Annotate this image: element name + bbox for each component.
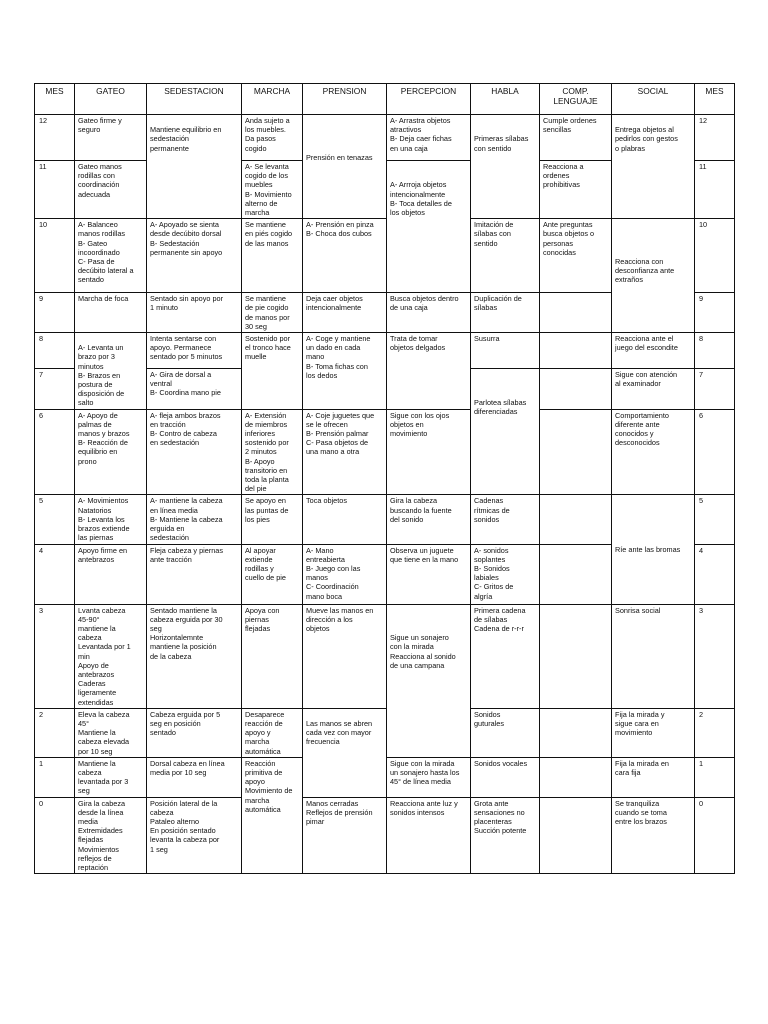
month-cell: 7: [695, 369, 735, 410]
percepcion-cell: Observa un juguete que tiene en la mano: [387, 544, 471, 604]
percepcion-cell: Sigue con los ojos objetos en movimiento: [387, 409, 471, 495]
marcha-cell: Anda sujeto a los muebles. Da pasos cogido: [242, 115, 303, 161]
month-cell: 1: [35, 757, 75, 797]
gateo-cell: Gira la cabeza desde la línea media Extremidades flejadas Movimientos reflejos de reptación: [75, 797, 147, 874]
habla-cell: Primera cadena de sílabas Cadena de r-r-r: [471, 604, 540, 708]
sedestacion-cell: Fleja cabeza y piernas ante tracción: [147, 544, 242, 604]
prension-cell: A- Mano entreabierta B- Juego con las manos C- Coordinación mano boca: [303, 544, 387, 604]
month-cell: 3: [35, 604, 75, 708]
marcha-cell: Sostenido por el tronco hace muelle: [242, 333, 303, 410]
table-row: [35, 708, 735, 757]
gateo-cell: A- Levanta un brazo por 3 minutos B- Brazos en postura de disposición de salto: [75, 333, 147, 410]
habla-cell: Parlotea sílabas diferenciadas: [471, 369, 540, 495]
social-cell: Fija la mirada en cara fija: [612, 757, 695, 797]
month-cell: 7: [35, 369, 75, 410]
header-marcha: MARCHA: [242, 84, 303, 115]
social-cell: Sonrisa social: [612, 604, 695, 708]
habla-cell: Sonidos guturales: [471, 708, 540, 757]
gateo-cell: Gateo firme y seguro: [75, 115, 147, 161]
comp-lenguaje-cell: [540, 369, 612, 410]
percepcion-cell: Sigue un sonajero con la mirada Reacciona al sonido de una campana: [387, 604, 471, 757]
gateo-cell: Mantiene la cabeza levantada por 3 seg: [75, 757, 147, 797]
social-cell: Reacciona con desconfianza ante extraños: [612, 219, 695, 333]
sedestacion-cell: Cabeza erguida por 5 seg en posición sentado: [147, 708, 242, 757]
sedestacion-cell: Dorsal cabeza en línea media por 10 seg: [147, 757, 242, 797]
habla-cell: A- sonidos soplantes B- Sonidos labiales C- Gritos de algría: [471, 544, 540, 604]
month-cell: 1: [695, 757, 735, 797]
month-cell: 3: [695, 604, 735, 708]
prension-cell: Deja caer objetos intencionalmente: [303, 293, 387, 333]
gateo-cell: Apoyo firme en antebrazos: [75, 544, 147, 604]
percepcion-cell: Gira la cabeza buscando la fuente del sonido: [387, 495, 471, 544]
header-percepcion: PERCEPCION: [387, 84, 471, 115]
habla-cell: Susurra: [471, 333, 540, 369]
development-table: [34, 83, 735, 874]
sedestacion-cell: A- Gira de dorsal a ventral B- Coordina mano pie: [147, 369, 242, 410]
percepcion-cell: Trata de tomar objetos delgados: [387, 333, 471, 410]
header-habla: HABLA: [471, 84, 540, 115]
header-sedestacion: SEDESTACION: [147, 84, 242, 115]
header-gateo: GATEO: [75, 84, 147, 115]
percepcion-cell: Busca objetos dentro de una caja: [387, 293, 471, 333]
gateo-cell: A- Balanceo manos rodillas B- Gateo incoordinado C- Pasa de decúbito lateral a sentado: [75, 219, 147, 293]
sedestacion-cell: A- Apoyado se sienta desde decúbito dorsal B- Sedestación permanente sin apoyo: [147, 219, 242, 293]
habla-cell: Sonidos vocales: [471, 757, 540, 797]
table-row: [35, 115, 735, 161]
gateo-cell: A- Movimientos Natatorios B- Levanta los brazos extiende las piernas: [75, 495, 147, 544]
prension-cell: Prensión en tenazas: [303, 115, 387, 219]
month-cell: 5: [695, 495, 735, 544]
comp-lenguaje-cell: [540, 409, 612, 495]
month-cell: 2: [35, 708, 75, 757]
month-cell: 9: [35, 293, 75, 333]
sedestacion-cell: A- mantiene la cabeza en línea media B- Mantiene la cabeza erguida en sedestación: [147, 495, 242, 544]
month-cell: 6: [35, 409, 75, 495]
header-mes-left: MES: [35, 84, 75, 115]
marcha-cell: Se mantiene en piés cogido de las manos: [242, 219, 303, 293]
sedestacion-cell: Sentado mantiene la cabeza erguida por 30 seg Horizontalemnte mantiene la posición de la cabeza: [147, 604, 242, 708]
sedestacion-cell: Intenta sentarse con apoyo. Permanece sentado por 5 minutos: [147, 333, 242, 369]
marcha-cell: Se apoyo en las puntas de los pies: [242, 495, 303, 544]
percepcion-cell: A- Arrroja objetos intencionalmente B- Toca detalles de los objetos: [387, 161, 471, 293]
header-social: SOCIAL: [612, 84, 695, 115]
comp-lenguaje-cell: [540, 544, 612, 604]
header-row: [35, 84, 735, 115]
marcha-cell: Desaparece reacción de apoyo y marcha automática: [242, 708, 303, 757]
habla-cell: Grota ante sensaciones no placenteras Succión potente: [471, 797, 540, 874]
header-mes-right: MES: [695, 84, 735, 115]
month-cell: 8: [695, 333, 735, 369]
prension-cell: A- Coje juguetes que se le ofrecen B- Prensión palmar C- Pasa objetos de una mano a otra: [303, 409, 387, 495]
month-cell: 12: [695, 115, 735, 161]
gateo-cell: A- Apoyo de palmas de manos y brazos B- Reacción de equilibrio en prono: [75, 409, 147, 495]
table-row: [35, 495, 735, 544]
percepcion-cell: A- Arrastra objetos atractivos B- Deja caer fichas en una caja: [387, 115, 471, 161]
table-row: [35, 333, 735, 369]
sedestacion-cell: A- fleja ambos brazos en tracción B- Contro de cabeza en sedestación: [147, 409, 242, 495]
comp-lenguaje-cell: [540, 495, 612, 544]
prension-cell: A- Prensión en pinza B- Choca dos cubos: [303, 219, 387, 293]
header-prension: PRENSION: [303, 84, 387, 115]
habla-cell: Primeras sílabas con sentido: [471, 115, 540, 219]
marcha-cell: Se mantiene de pie cogido de manos por 30 seg: [242, 293, 303, 333]
comp-lenguaje-cell: Ante preguntas busca objetos o personas conocidas: [540, 219, 612, 293]
month-cell: 4: [35, 544, 75, 604]
comp-lenguaje-cell: [540, 708, 612, 757]
comp-lenguaje-cell: [540, 333, 612, 369]
sedestacion-cell: Posición lateral de la cabeza Pataleo alterno En posición sentado levanta la cabeza por 1 seg: [147, 797, 242, 874]
header-comp-lenguaje: COMP. LENGUAJE: [540, 84, 612, 115]
marcha-cell: A- Se levanta cogido de los muebles B- Movimiento alterno de marcha: [242, 161, 303, 219]
month-cell: 2: [695, 708, 735, 757]
gateo-cell: Marcha de foca: [75, 293, 147, 333]
social-cell: Comportamiento diferente ante conocidos y desconocidos: [612, 409, 695, 495]
month-cell: 0: [35, 797, 75, 874]
month-cell: 11: [695, 161, 735, 219]
comp-lenguaje-cell: Reacciona a ordenes prohibitivas: [540, 161, 612, 219]
table-row: [35, 219, 735, 293]
month-cell: 8: [35, 333, 75, 369]
table-row: [35, 409, 735, 495]
prension-cell: Toca objetos: [303, 495, 387, 544]
social-cell: Sigue con atención al examinador: [612, 369, 695, 410]
prension-cell: Mueve las manos en dirección a los objetos: [303, 604, 387, 708]
month-cell: 0: [695, 797, 735, 874]
gateo-cell: Eleva la cabeza 45° Mantiene la cabeza elevada por 10 seg: [75, 708, 147, 757]
month-cell: 10: [695, 219, 735, 293]
prension-cell: Manos cerradas Reflejos de prensión pimar: [303, 797, 387, 874]
month-cell: 4: [695, 544, 735, 604]
comp-lenguaje-cell: [540, 604, 612, 708]
month-cell: 11: [35, 161, 75, 219]
gateo-cell: Gateo manos rodillas con coordinación adecuada: [75, 161, 147, 219]
comp-lenguaje-cell: Cumple ordenes sencillas: [540, 115, 612, 161]
marcha-cell: Reacción primitiva de apoyo Movimiento de marcha automática: [242, 757, 303, 873]
percepcion-cell: Reacciona ante luz y sonidos intensos: [387, 797, 471, 874]
social-cell: Se tranquiliza cuando se toma entre los brazos: [612, 797, 695, 874]
marcha-cell: Al apoyar extiende rodillas y cuello de pie: [242, 544, 303, 604]
month-cell: 5: [35, 495, 75, 544]
comp-lenguaje-cell: [540, 757, 612, 797]
marcha-cell: Apoya con piernas flejadas: [242, 604, 303, 708]
sedestacion-cell: Mantiene equilibrio en sedestación permanente: [147, 115, 242, 219]
comp-lenguaje-cell: [540, 293, 612, 333]
habla-cell: Duplicación de sílabas: [471, 293, 540, 333]
social-cell: Entrega objetos al pedirlos con gestos o plabras: [612, 115, 695, 219]
marcha-cell: A- Extensión de miembros inferiores sostenido por 2 minutos B- Apoyo transitorio en toda la planta del pie: [242, 409, 303, 495]
habla-cell: Cadenas rítmicas de sonidos: [471, 495, 540, 544]
month-cell: 10: [35, 219, 75, 293]
month-cell: 6: [695, 409, 735, 495]
social-cell: Ríe ante las bromas: [612, 495, 695, 604]
table-row: [35, 797, 735, 874]
table-row: [35, 604, 735, 708]
prension-cell: A- Coge y mantiene un dado en cada mano B- Toma fichas con los dedos: [303, 333, 387, 410]
social-cell: Fija la mirada y sigue cara en movimiento: [612, 708, 695, 757]
habla-cell: Imitación de sílabas con sentido: [471, 219, 540, 293]
comp-lenguaje-cell: [540, 797, 612, 874]
social-cell: Reacciona ante el juego del escondite: [612, 333, 695, 369]
gateo-cell: Lvanta cabeza 45-90° mantiene la cabeza Levantada por 1 min Apoyo de antebrazos Caderas ligeramente extendidas: [75, 604, 147, 708]
prension-cell: Las manos se abren cada vez con mayor frecuencia: [303, 708, 387, 797]
sedestacion-cell: Sentado sin apoyo por 1 minuto: [147, 293, 242, 333]
month-cell: 9: [695, 293, 735, 333]
month-cell: 12: [35, 115, 75, 161]
percepcion-cell: Sigue con la mirada un sonajero hasta los 45° de línea media: [387, 757, 471, 797]
